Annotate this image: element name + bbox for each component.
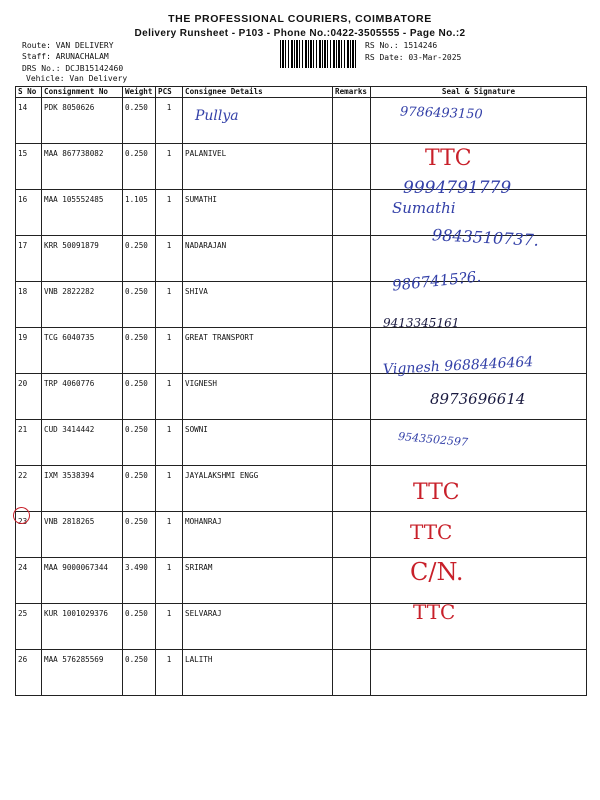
row-remarks xyxy=(333,144,371,190)
row-sno: 21 xyxy=(16,420,42,466)
row-pcs: 1 xyxy=(156,650,183,696)
table-row xyxy=(16,98,587,144)
row-weight: 0.250 xyxy=(123,236,156,282)
row-weight: 1.105 xyxy=(123,190,156,236)
row-remarks xyxy=(333,512,371,558)
row-weight: 0.250 xyxy=(123,98,156,144)
row-consignment: CUD 3414442 xyxy=(42,420,123,466)
signature-14: 9786493150 xyxy=(399,104,483,123)
row-signature xyxy=(371,650,587,696)
row-weight: 0.250 xyxy=(123,604,156,650)
row-weight: 0.250 xyxy=(123,282,156,328)
row-signature xyxy=(371,466,587,512)
row-signature xyxy=(371,512,587,558)
row-consignee: SRIRAM xyxy=(183,558,333,604)
row-sno: 22 xyxy=(16,466,42,512)
row-remarks xyxy=(333,558,371,604)
row-consignee: LALITH xyxy=(183,650,333,696)
row-consignment: VNB 2818265 xyxy=(42,512,123,558)
barcode xyxy=(280,40,358,68)
row-remarks xyxy=(333,190,371,236)
row-consignee: VIGNESH xyxy=(183,374,333,420)
row-weight: 0.250 xyxy=(123,512,156,558)
signature-18: 9867415?6. xyxy=(391,267,482,295)
row-sno: 26 xyxy=(16,650,42,696)
cn-mark-25: C/N. xyxy=(410,558,464,586)
table-row xyxy=(16,604,587,650)
table-row xyxy=(16,282,587,328)
signature-14-consignee: Pullya xyxy=(195,108,239,124)
row-pcs: 1 xyxy=(156,604,183,650)
row-remarks xyxy=(333,236,371,282)
row-sno: 14 xyxy=(16,98,42,144)
header-sno: S No xyxy=(16,87,42,98)
staff-label: Staff: ARUNACHALAM xyxy=(22,52,109,61)
row-consignment: IXM 3538394 xyxy=(42,466,123,512)
row-remarks xyxy=(333,466,371,512)
row-weight: 0.250 xyxy=(123,374,156,420)
row-sno: 20 xyxy=(16,374,42,420)
signature-22: 9543502597 xyxy=(397,429,469,450)
row-weight: 3.490 xyxy=(123,558,156,604)
table-row xyxy=(16,466,587,512)
table-row xyxy=(16,512,587,558)
row-weight: 0.250 xyxy=(123,420,156,466)
header-consignment: Consignment No xyxy=(42,87,123,98)
row-pcs: 1 xyxy=(156,512,183,558)
row-pcs: 1 xyxy=(156,190,183,236)
row-remarks xyxy=(333,328,371,374)
row-pcs: 1 xyxy=(156,98,183,144)
row-signature xyxy=(371,558,587,604)
header-pcs: PCS xyxy=(156,87,183,98)
row-consignee: PALANIVEL xyxy=(183,144,333,190)
row-weight: 0.250 xyxy=(123,328,156,374)
signature-16-name: Sumathi xyxy=(392,199,456,217)
header-consignee: Consignee Details xyxy=(183,87,333,98)
signature-16-phone: 9994791779 xyxy=(403,178,512,198)
rs-number: RS No.: 1514246 xyxy=(365,41,438,50)
table-header-row xyxy=(16,87,587,98)
table-row xyxy=(16,650,587,696)
route-label: Route: VAN DELIVERY xyxy=(22,41,114,50)
table-row xyxy=(16,420,587,466)
row-sno: 19 xyxy=(16,328,42,374)
ttc-mark-23: TTC xyxy=(413,480,460,505)
row-pcs: 1 xyxy=(156,374,183,420)
row-consignee: MOHANRAJ xyxy=(183,512,333,558)
row-sno: 25 xyxy=(16,604,42,650)
table-row xyxy=(16,558,587,604)
ttc-mark-24: TTC xyxy=(410,520,453,544)
row-consignment: MAA 867738082 xyxy=(42,144,123,190)
row-sno: 15 xyxy=(16,144,42,190)
header-signature: Seal & Signature xyxy=(371,87,587,98)
row-sno: 17 xyxy=(16,236,42,282)
row-pcs: 1 xyxy=(156,466,183,512)
ttc-mark-15: TTC xyxy=(425,146,472,171)
row-pcs: 1 xyxy=(156,144,183,190)
drs-number: DRS No.: DCJB15142460 xyxy=(22,64,124,73)
row-weight: 0.250 xyxy=(123,144,156,190)
signature-20: Vignesh 9688446464 xyxy=(382,354,534,378)
row-consignee: SELVARAJ xyxy=(183,604,333,650)
row-remarks xyxy=(333,282,371,328)
signature-19: 9413345161 xyxy=(383,316,460,330)
row-remarks xyxy=(333,650,371,696)
row-consignee: SUMATHI xyxy=(183,190,333,236)
row-consignment: PDK 8050626 xyxy=(42,98,123,144)
row-pcs: 1 xyxy=(156,328,183,374)
ttc-mark-26: TTC xyxy=(413,600,456,624)
row-remarks xyxy=(333,420,371,466)
row-pcs: 1 xyxy=(156,236,183,282)
header-weight: Weight xyxy=(123,87,156,98)
header-remarks: Remarks xyxy=(333,87,371,98)
company-title: THE PROFESSIONAL COURIERS, COIMBATORE xyxy=(168,13,432,25)
row-remarks xyxy=(333,98,371,144)
row-signature xyxy=(371,604,587,650)
row-consignment: VNB 2822282 xyxy=(42,282,123,328)
signature-17: 9843510737. xyxy=(431,225,540,250)
row-consignee: GREAT TRANSPORT xyxy=(183,328,333,374)
vehicle-label: Vehicle: Van Delivery xyxy=(26,74,128,83)
row-weight: 0.250 xyxy=(123,466,156,512)
rs-date: RS Date: 03-Mar-2025 xyxy=(365,53,462,62)
row-consignment: TRP 4060776 xyxy=(42,374,123,420)
row-consignee: JAYALAKSHMI ENGG xyxy=(183,466,333,512)
row-consignment: MAA 105552485 xyxy=(42,190,123,236)
row-sno: 16 xyxy=(16,190,42,236)
row-consignment: KRR 50091879 xyxy=(42,236,123,282)
row-sno: 18 xyxy=(16,282,42,328)
row-consignment: TCG 6040735 xyxy=(42,328,123,374)
row-consignee: SHIVA xyxy=(183,282,333,328)
row-consignee: NADARAJAN xyxy=(183,236,333,282)
row-remarks xyxy=(333,374,371,420)
row-remarks xyxy=(333,604,371,650)
row-pcs: 1 xyxy=(156,282,183,328)
row-sno: 23 xyxy=(16,512,42,558)
row-pcs: 1 xyxy=(156,558,183,604)
row-consignment: MAA 576285569 xyxy=(42,650,123,696)
runsheet-subtitle: Delivery Runsheet - P103 - Phone No.:0422-3505555 - Page No.:2 xyxy=(134,28,466,39)
row-consignee: SOWNI xyxy=(183,420,333,466)
row-weight: 0.250 xyxy=(123,650,156,696)
row-consignment: MAA 9000067344 xyxy=(42,558,123,604)
signature-21: 8973696614 xyxy=(430,390,526,408)
row-pcs: 1 xyxy=(156,420,183,466)
row-sno: 24 xyxy=(16,558,42,604)
row-consignment: KUR 1001029376 xyxy=(42,604,123,650)
